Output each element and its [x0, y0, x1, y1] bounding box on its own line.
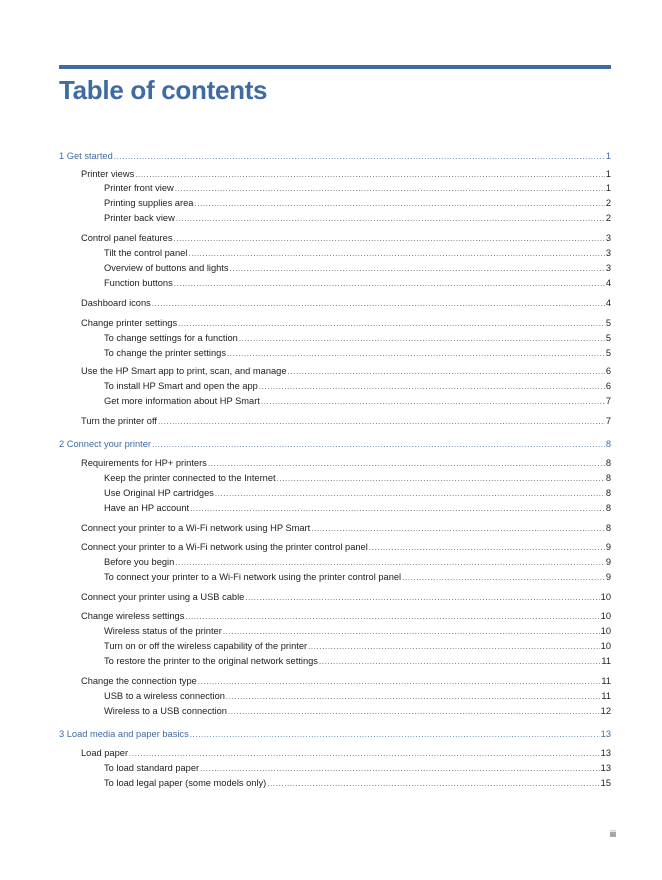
toc-page-number: 5	[605, 333, 611, 343]
dot-leader	[311, 523, 605, 534]
toc-section-link[interactable]	[81, 591, 611, 603]
toc-section-link[interactable]	[81, 541, 611, 553]
dot-leader	[174, 278, 605, 289]
dot-leader	[194, 198, 604, 209]
toc-page-number: 7	[605, 396, 611, 406]
dot-leader	[227, 348, 605, 359]
toc-subsection-link[interactable]	[104, 212, 611, 224]
dot-leader	[239, 333, 605, 344]
toc-page-number: 10	[600, 626, 611, 636]
toc-entry-text: Printing supplies area	[104, 198, 194, 208]
toc-page-number: 13	[600, 748, 611, 758]
toc-entry-text: Requirements for HP+ printers	[81, 458, 207, 468]
toc-entry-text: Wireless to a USB connection	[104, 706, 227, 716]
dot-leader	[245, 592, 599, 603]
toc-page-number: 8	[605, 473, 611, 483]
toc-section-link[interactable]	[81, 232, 611, 244]
toc-page-number: 9	[605, 557, 611, 567]
toc-entry-text: Change printer settings	[81, 318, 178, 328]
dot-leader	[129, 748, 600, 759]
toc-subsection-link[interactable]	[104, 556, 611, 568]
toc-subsection-link[interactable]	[104, 472, 611, 484]
toc-entry-text: Load paper	[81, 748, 129, 758]
toc-entry-text: To connect your printer to a Wi-Fi network using the printer control panel	[104, 572, 402, 582]
dot-leader	[135, 169, 605, 180]
toc-subsection-link[interactable]	[104, 197, 611, 209]
dot-leader	[185, 611, 599, 622]
toc-chapter-link[interactable]	[59, 150, 611, 162]
toc-entry-text: Overview of buttons and lights	[104, 263, 229, 273]
toc-page-number: 3	[605, 248, 611, 258]
toc-subsection-link[interactable]	[104, 777, 611, 789]
toc-entry-text: Turn the printer off	[81, 416, 157, 426]
dot-leader	[188, 248, 604, 259]
toc-entry-text: To change settings for a function	[104, 333, 238, 343]
dot-leader	[200, 763, 600, 774]
toc-section-link[interactable]	[81, 297, 611, 309]
toc-page-number: 15	[600, 778, 611, 788]
toc-section-link[interactable]	[81, 415, 611, 427]
dot-leader	[226, 691, 600, 702]
toc-entry-text: USB to a wireless connection	[104, 691, 225, 701]
toc-page-number: 8	[605, 458, 611, 468]
toc-entry-text: Control panel features	[81, 233, 173, 243]
toc-entry-text: To load legal paper (some models only)	[104, 778, 267, 788]
toc-subsection-link[interactable]	[104, 502, 611, 514]
toc-subsection-link[interactable]	[104, 690, 611, 702]
toc-page-number: 3	[605, 263, 611, 273]
toc-entry-text: To load standard paper	[104, 763, 200, 773]
toc-page-number: 2	[605, 213, 611, 223]
toc-entry-text: 3 Load media and paper basics	[59, 729, 189, 739]
toc-page-number: 6	[605, 366, 611, 376]
dot-leader	[178, 318, 605, 329]
toc-entry-text: Function buttons	[104, 278, 173, 288]
toc-section-link[interactable]	[81, 365, 611, 377]
toc-subsection-link[interactable]	[104, 347, 611, 359]
toc-section-link[interactable]	[81, 168, 611, 180]
toc-page-number: 10	[600, 592, 611, 602]
dot-leader	[308, 641, 600, 652]
dot-leader	[259, 381, 605, 392]
toc-subsection-link[interactable]	[104, 395, 611, 407]
dot-leader	[223, 626, 600, 637]
toc-page-number: 12	[600, 706, 611, 716]
toc-page-number: 1	[605, 183, 611, 193]
toc-entry-text: Keep the printer connected to the Internet	[104, 473, 276, 483]
toc-page-number: 13	[600, 729, 611, 739]
toc-page-number: 13	[600, 763, 611, 773]
toc-section-link[interactable]	[81, 747, 611, 759]
toc-page-number: 9	[605, 542, 611, 552]
toc-section-link[interactable]	[81, 522, 611, 534]
toc-entry-text: Before you begin	[104, 557, 175, 567]
toc-entry-text: Turn on or off the wireless capability of the printer	[104, 641, 308, 651]
toc-chapter-link[interactable]	[59, 728, 611, 740]
toc-page-number: 10	[600, 611, 611, 621]
toc-page-number: 8	[605, 523, 611, 533]
toc-page-number: 8	[605, 488, 611, 498]
toc-entry-text: To change the printer settings	[104, 348, 226, 358]
toc-page-number: 6	[605, 381, 611, 391]
toc-subsection-link[interactable]	[104, 277, 611, 289]
toc-entry-text: Tilt the control panel	[104, 248, 188, 258]
dot-leader	[319, 656, 600, 667]
toc-page-number: 5	[605, 348, 611, 358]
page-title: Table of contents	[59, 75, 268, 105]
dot-leader	[190, 729, 600, 740]
toc-entry-text: Change the connection type	[81, 676, 197, 686]
toc-entry-text: Dashboard icons	[81, 298, 151, 308]
toc-entry-text: 2 Connect your printer	[59, 439, 151, 449]
dot-leader	[277, 473, 605, 484]
toc-subsection-link[interactable]	[104, 655, 611, 667]
toc-entry-text: Connect your printer to a Wi-Fi network using the printer control panel	[81, 542, 368, 552]
toc-page-number: 8	[605, 439, 611, 449]
toc-entry-text: Wireless status of the printer	[104, 626, 222, 636]
toc-page-number: 10	[600, 641, 611, 651]
toc-entry-text: 1 Get started	[59, 151, 113, 161]
dot-leader	[230, 263, 605, 274]
dot-leader	[369, 542, 605, 553]
dot-leader	[261, 396, 605, 407]
toc-entry-text: Use Original HP cartridges	[104, 488, 214, 498]
toc-page-number: 4	[605, 298, 611, 308]
toc-entry-text: To restore the printer to the original network settings	[104, 656, 318, 666]
toc-entry-text: To install HP Smart and open the app	[104, 381, 258, 391]
toc-page-number: 11	[601, 656, 611, 666]
toc-page-number: 1	[605, 169, 611, 179]
toc-entry-text: Connect your printer using a USB cable	[81, 592, 245, 602]
dot-leader	[402, 572, 605, 583]
page-number-footer: iii	[610, 829, 616, 839]
toc-section-link[interactable]	[81, 317, 611, 329]
toc-subsection-link[interactable]	[104, 262, 611, 274]
toc-page-number: 2	[605, 198, 611, 208]
dot-leader	[158, 416, 605, 427]
dot-leader	[152, 298, 605, 309]
toc-page-number: 11	[601, 676, 611, 686]
toc-entry-text: Get more information about HP Smart	[104, 396, 260, 406]
toc-page-number: 9	[605, 572, 611, 582]
toc-subsection-link[interactable]	[104, 332, 611, 344]
toc-entry-text: Connect your printer to a Wi-Fi network using HP Smart	[81, 523, 311, 533]
dot-leader	[208, 458, 605, 469]
toc-entry-text: Printer front view	[104, 183, 174, 193]
dot-leader	[175, 183, 605, 194]
toc-page-number: 4	[605, 278, 611, 288]
dot-leader	[173, 233, 604, 244]
dot-leader	[114, 151, 605, 162]
toc-page-number: 5	[605, 318, 611, 328]
toc-page-number: 3	[605, 233, 611, 243]
toc-subsection-link[interactable]	[104, 380, 611, 392]
toc-entry-text: Change wireless settings	[81, 611, 185, 621]
toc-page-number: 1	[605, 151, 611, 161]
dot-leader	[198, 676, 601, 687]
toc-subsection-link[interactable]	[104, 487, 611, 499]
toc-subsection-link[interactable]	[104, 640, 611, 652]
toc-subsection-link[interactable]	[104, 182, 611, 194]
toc-subsection-link[interactable]	[104, 571, 611, 583]
toc-subsection-link[interactable]	[104, 705, 611, 717]
toc-section-link[interactable]	[81, 675, 611, 687]
toc-entry-text: Use the HP Smart app to print, scan, and manage	[81, 366, 287, 376]
dot-leader	[215, 488, 605, 499]
toc-entry-text: Printer views	[81, 169, 135, 179]
dot-leader	[152, 439, 605, 450]
toc-page-number: 11	[601, 691, 611, 701]
dot-leader	[267, 778, 599, 789]
toc-subsection-link[interactable]	[104, 247, 611, 259]
toc-section-link[interactable]	[81, 457, 611, 469]
toc-subsection-link[interactable]	[104, 625, 611, 637]
dot-leader	[228, 706, 600, 717]
toc-page-number: 8	[605, 503, 611, 513]
toc-subsection-link[interactable]	[104, 762, 611, 774]
toc-entry-text: Have an HP account	[104, 503, 190, 513]
toc-section-link[interactable]	[81, 610, 611, 622]
dot-leader	[176, 213, 605, 224]
toc-entry-text: Printer back view	[104, 213, 175, 223]
dot-leader	[288, 366, 605, 377]
dot-leader	[175, 557, 605, 568]
toc-chapter-link[interactable]	[59, 438, 611, 450]
toc-page-number: 7	[605, 416, 611, 426]
dot-leader	[190, 503, 605, 514]
